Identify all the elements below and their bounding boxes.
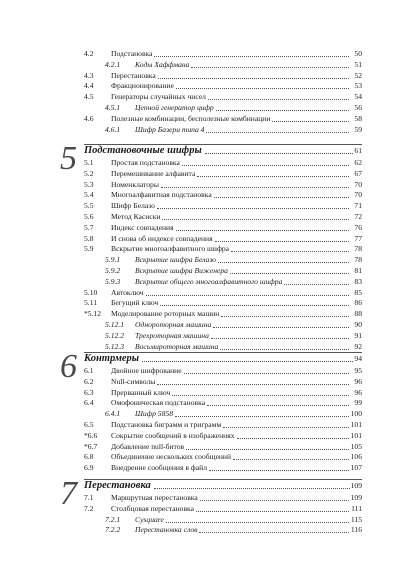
chapter-6-heading bbox=[84, 353, 362, 365]
section-title: Метод Касиски bbox=[111, 212, 161, 221]
toc-subsection bbox=[105, 342, 362, 352]
toc-section bbox=[84, 504, 362, 514]
leader-dots bbox=[284, 277, 349, 285]
toc-section bbox=[84, 223, 362, 233]
section-page: 106 bbox=[350, 452, 362, 462]
section-number: 7.2.1 bbox=[105, 514, 121, 524]
section-page: 92 bbox=[354, 341, 362, 351]
section-page: 88 bbox=[354, 309, 362, 319]
toc-section bbox=[84, 309, 362, 319]
section-number: 5.12.2 bbox=[105, 330, 124, 340]
section-page: 76 bbox=[354, 222, 362, 232]
section-page: 101 bbox=[350, 420, 362, 429]
section-page: 101 bbox=[350, 430, 362, 440]
toc-section bbox=[84, 431, 362, 441]
leader-dots bbox=[214, 190, 349, 198]
toc-section bbox=[84, 420, 362, 430]
leader-dots bbox=[231, 244, 349, 252]
leader-dots bbox=[211, 331, 349, 339]
toc-section bbox=[84, 388, 362, 398]
section-title: Подстановка bbox=[111, 49, 153, 58]
leader-dots bbox=[216, 103, 349, 111]
section-title: Прерванный ключ bbox=[111, 387, 171, 397]
leader-dots bbox=[182, 158, 349, 166]
leader-dots bbox=[218, 255, 349, 263]
toc-section bbox=[84, 463, 362, 473]
section-page: 78 bbox=[354, 255, 362, 265]
section-title: Полезные комбинации, бесполезные комбинации bbox=[111, 113, 271, 123]
leader-dots bbox=[184, 366, 349, 374]
toc-section bbox=[84, 201, 362, 211]
section-page: 100 bbox=[350, 409, 362, 419]
section-title: Шифр Белазо bbox=[111, 201, 155, 211]
toc-section bbox=[84, 212, 362, 222]
leader-dots bbox=[160, 298, 349, 306]
section-page: 86 bbox=[354, 298, 362, 308]
section-page: 116 bbox=[350, 525, 362, 535]
section-page: 107 bbox=[350, 463, 362, 473]
chapter-6-page: 94 bbox=[354, 354, 362, 363]
section-number: 4.2.1 bbox=[105, 59, 121, 69]
section-title: Омофоническая подстановка bbox=[111, 398, 206, 408]
leader-dots bbox=[154, 480, 350, 489]
toc-subsection bbox=[105, 409, 362, 419]
toc-subsection bbox=[105, 331, 362, 341]
section-number: 4.6.1 bbox=[105, 124, 121, 134]
section-number: 6.5 bbox=[84, 420, 94, 429]
leader-dots bbox=[200, 493, 349, 501]
toc-section bbox=[84, 493, 362, 503]
leader-dots bbox=[157, 201, 349, 209]
section-page: 90 bbox=[354, 320, 362, 329]
toc-subsection bbox=[105, 525, 362, 535]
section-page: 62 bbox=[354, 158, 362, 167]
leader-dots bbox=[166, 515, 349, 523]
section-page: 72 bbox=[354, 212, 362, 221]
section-title: Сокрытие сообщений в изображениях bbox=[111, 430, 235, 440]
section-title: Добавление null-битов bbox=[111, 441, 185, 451]
toc-section bbox=[84, 180, 362, 190]
toc-section bbox=[84, 114, 362, 124]
section-page: 78 bbox=[354, 244, 362, 254]
section-title: Бегущий ключ bbox=[111, 298, 159, 308]
section-page: 50 bbox=[354, 49, 362, 58]
chapter-5-page: 61 bbox=[354, 146, 362, 155]
section-title: Моделирование роторных машин bbox=[111, 309, 220, 319]
section-title: Номенклаторы bbox=[111, 179, 159, 189]
section-number: 5.9.2 bbox=[105, 266, 121, 275]
chapter-5-number: 5 bbox=[60, 140, 77, 177]
section-number: 5.6 bbox=[84, 212, 94, 221]
toc-subsection bbox=[105, 266, 362, 276]
toc-subsection bbox=[105, 60, 362, 70]
section-title: Двойное шифрование bbox=[111, 366, 182, 375]
leader-dots bbox=[199, 525, 349, 533]
section-title: Маршрутная перестановка bbox=[111, 493, 198, 502]
leader-dots bbox=[215, 234, 349, 242]
section-title: И снова об индексе совпадения bbox=[111, 233, 213, 243]
section-page: 54 bbox=[354, 92, 362, 102]
section-number: 4.6 bbox=[84, 113, 94, 123]
section-page: 115 bbox=[350, 514, 362, 524]
section-title: Простая подстановка bbox=[111, 158, 180, 167]
leader-dots bbox=[146, 288, 349, 296]
toc-section bbox=[84, 81, 362, 91]
section-number: 5.8 bbox=[84, 233, 94, 243]
toc-section bbox=[84, 169, 362, 179]
section-number: 7.1 bbox=[84, 493, 94, 502]
section-page: 59 bbox=[354, 124, 362, 134]
section-number: 5.9 bbox=[84, 244, 94, 254]
section-title: Шифр Базери типа 4 bbox=[135, 124, 205, 134]
toc-section bbox=[84, 366, 362, 376]
section-page: 67 bbox=[354, 168, 362, 178]
section-page: 99 bbox=[354, 398, 362, 408]
section-number: 5.9.1 bbox=[105, 255, 121, 265]
chapter-6-title: Контрмеры bbox=[84, 353, 140, 364]
section-number: 5.3 bbox=[84, 179, 94, 189]
section-title: Фракционирование bbox=[111, 81, 174, 91]
toc-section bbox=[84, 288, 362, 298]
leader-dots bbox=[206, 125, 349, 133]
toc-section bbox=[84, 158, 362, 168]
section-page: 52 bbox=[354, 70, 362, 80]
leader-dots bbox=[176, 223, 349, 231]
section-number: 6.3 bbox=[84, 387, 94, 397]
toc-subsection bbox=[105, 125, 362, 135]
section-title: Столбцовая перестановка bbox=[111, 503, 194, 513]
section-page: 70 bbox=[354, 179, 362, 189]
leader-dots bbox=[205, 145, 354, 154]
chapter-7-number: 7 bbox=[60, 475, 77, 512]
section-number: 5.5 bbox=[84, 201, 94, 211]
toc-subsection bbox=[105, 320, 362, 330]
leader-dots bbox=[213, 320, 349, 328]
toc-subsection bbox=[105, 255, 362, 265]
section-number: 6.1 bbox=[84, 366, 94, 375]
section-title: Cysquare bbox=[135, 514, 164, 524]
section-page: 51 bbox=[354, 59, 362, 69]
section-number: 5.1 bbox=[84, 158, 94, 167]
leader-dots bbox=[197, 169, 349, 177]
chapter-7-title: Перестановка bbox=[84, 480, 151, 491]
section-number: 6.4.1 bbox=[105, 409, 121, 419]
toc-section bbox=[84, 298, 362, 308]
section-title: Перестановка bbox=[111, 70, 156, 80]
section-number: 5.9.3 bbox=[105, 276, 121, 286]
toc-section bbox=[84, 234, 362, 244]
section-number: 6.4 bbox=[84, 398, 94, 408]
leader-dots bbox=[142, 353, 353, 362]
section-title: Внедрение сообщения в файл bbox=[111, 463, 208, 473]
section-title: Объединение нескольких сообщений bbox=[111, 452, 232, 462]
section-number: *6.7 bbox=[84, 441, 98, 451]
section-title: Трехроторная машина bbox=[135, 330, 209, 340]
leader-dots bbox=[196, 504, 349, 512]
leader-dots bbox=[223, 420, 349, 428]
leader-dots bbox=[158, 71, 349, 79]
leader-dots bbox=[175, 409, 349, 417]
section-page: 85 bbox=[354, 287, 362, 297]
section-title: Индекс совпадения bbox=[111, 222, 174, 232]
section-number: 4.2 bbox=[84, 49, 94, 58]
section-number: *5.12 bbox=[84, 309, 102, 319]
section-page: 77 bbox=[354, 233, 362, 243]
section-number: 4.5 bbox=[84, 92, 94, 102]
section-title: Коды Хаффмана bbox=[135, 59, 190, 69]
leader-dots bbox=[207, 398, 349, 406]
section-title: Однороторная машина bbox=[135, 320, 212, 329]
toc-section bbox=[84, 377, 362, 387]
section-page: 96 bbox=[354, 387, 362, 397]
section-page: 91 bbox=[354, 330, 362, 340]
section-title: Многоалфавитная подстановка bbox=[111, 190, 212, 200]
leader-dots bbox=[157, 377, 349, 385]
leader-dots bbox=[220, 342, 349, 350]
section-title: Вскрытие шифра Виженера bbox=[135, 266, 228, 275]
section-page: 111 bbox=[351, 503, 362, 513]
leader-dots bbox=[172, 388, 349, 396]
section-number: 7.2 bbox=[84, 503, 94, 513]
toc-subsection bbox=[105, 103, 362, 113]
section-number: 7.2.2 bbox=[105, 525, 121, 535]
toc-subsection bbox=[105, 277, 362, 287]
section-number: 5.10 bbox=[84, 287, 98, 297]
toc-section bbox=[84, 442, 362, 452]
section-number: 5.12.3 bbox=[105, 341, 124, 351]
leader-dots bbox=[233, 452, 349, 460]
chapter-5-heading bbox=[84, 145, 362, 157]
section-title: Перемешивание алфавита bbox=[111, 168, 196, 178]
section-page: 109 bbox=[350, 493, 362, 502]
section-number: 4.3 bbox=[84, 70, 94, 80]
toc-section bbox=[84, 49, 362, 59]
section-title: Восьмироторная машина bbox=[135, 341, 219, 351]
section-title: Перестановка слов bbox=[135, 525, 198, 535]
section-number: 4.5.1 bbox=[105, 103, 121, 112]
section-number: 5.11 bbox=[84, 298, 98, 308]
leader-dots bbox=[154, 49, 349, 57]
section-number: *6.6 bbox=[84, 430, 98, 440]
section-title: Null-символы bbox=[111, 376, 156, 386]
leader-dots bbox=[272, 114, 349, 122]
toc-section bbox=[84, 398, 362, 408]
section-page: 71 bbox=[354, 201, 362, 211]
leader-dots bbox=[209, 463, 349, 471]
section-number: 5.7 bbox=[84, 222, 94, 232]
section-page: 81 bbox=[354, 266, 362, 275]
section-title: Вскрытие шифра Белазо bbox=[135, 255, 216, 265]
section-page: 105 bbox=[350, 441, 362, 451]
section-page: 56 bbox=[354, 103, 362, 112]
section-page: 95 bbox=[354, 366, 362, 375]
section-title: Вскрытие многоалфавитного шифра bbox=[111, 244, 230, 254]
section-page: 53 bbox=[354, 81, 362, 91]
section-page: 70 bbox=[354, 190, 362, 200]
leader-dots bbox=[161, 180, 349, 188]
section-title: Цепной генератор цифр bbox=[135, 103, 214, 112]
section-number: 5.2 bbox=[84, 168, 94, 178]
toc-subsection bbox=[105, 515, 362, 525]
section-page: 83 bbox=[354, 276, 362, 286]
leader-dots bbox=[162, 212, 349, 220]
leader-dots bbox=[237, 431, 349, 439]
chapter-6-number: 6 bbox=[60, 348, 77, 385]
section-number: 4.4 bbox=[84, 81, 94, 91]
leader-dots bbox=[176, 81, 349, 89]
leader-dots bbox=[191, 60, 349, 68]
toc-section bbox=[84, 71, 362, 81]
toc-section bbox=[84, 244, 362, 254]
leader-dots bbox=[221, 309, 349, 317]
section-page: 58 bbox=[354, 113, 362, 123]
leader-dots bbox=[208, 92, 349, 100]
section-title: Генераторы случайных чисел bbox=[111, 92, 206, 102]
section-number: 6.9 bbox=[84, 463, 94, 473]
section-page: 96 bbox=[354, 376, 362, 386]
chapter-7-page: 109 bbox=[350, 481, 362, 490]
section-title: Шифр 5858 bbox=[135, 409, 173, 419]
leader-dots bbox=[186, 442, 349, 450]
section-number: 5.4 bbox=[84, 190, 94, 200]
chapter-5-title: Подстановочные шифры bbox=[84, 145, 202, 156]
section-title: Автоключ bbox=[111, 287, 144, 297]
section-number: 5.12.1 bbox=[105, 320, 124, 329]
toc-section bbox=[84, 92, 362, 102]
toc-section bbox=[84, 452, 362, 462]
section-title: Подстановка биграмм и триграмм bbox=[111, 420, 222, 429]
toc-section bbox=[84, 190, 362, 200]
leader-dots bbox=[230, 266, 349, 274]
section-number: 6.8 bbox=[84, 452, 94, 462]
section-title: Вскрытие общего многоалфавитного шифра bbox=[135, 276, 283, 286]
section-number: 6.2 bbox=[84, 376, 94, 386]
chapter-7-heading bbox=[84, 480, 362, 492]
